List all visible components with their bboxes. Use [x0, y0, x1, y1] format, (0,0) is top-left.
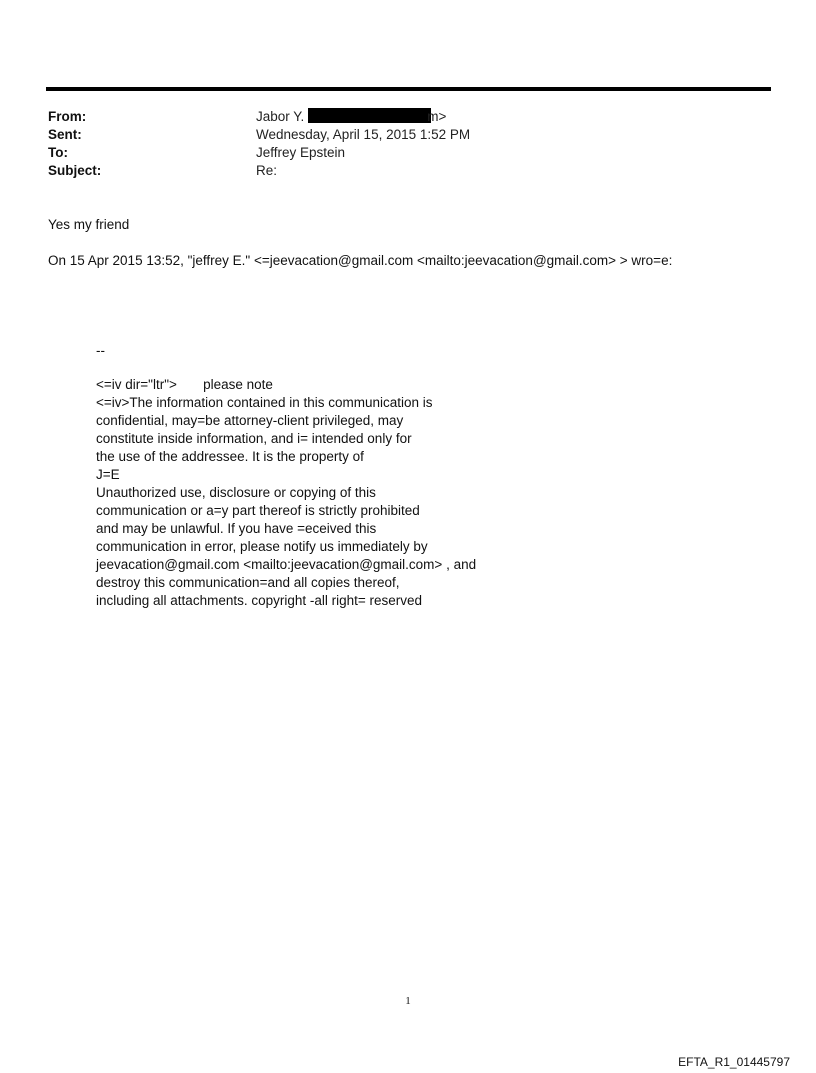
subject-label: Subject: — [48, 163, 102, 178]
signature-line: destroy this communication=and all copies thereof, — [96, 575, 400, 590]
signature-line: and may be unlawful. If you have =eceived this — [96, 521, 377, 536]
signature-separator: -- — [96, 343, 105, 358]
signature-line: Unauthorized use, disclosure or copying of this — [96, 485, 376, 500]
signature-line: communication in error, please notify us immediately by — [96, 539, 428, 554]
from-label: From: — [48, 109, 87, 124]
to-value: Jeffrey Epstein — [256, 145, 346, 160]
sent-label: Sent: — [48, 127, 82, 142]
header-divider — [46, 87, 771, 91]
signature-line: including all attachments. copyright -all right= reserved — [96, 593, 423, 608]
signature-line: communication or a=y part thereof is strictly prohibited — [96, 503, 420, 518]
signature-block — [96, 376, 476, 610]
subject-value: Re: — [256, 163, 278, 178]
signature-line: <=iv>The information contained in this communication is — [96, 395, 433, 410]
signature-line: confidential, may=be attorney-client privileged, may — [96, 413, 404, 428]
from-value — [256, 108, 446, 126]
from-name: Jabor Y. — [256, 109, 305, 124]
sent-value: Wednesday, April 15, 2015 1:52 PM — [256, 127, 471, 142]
redaction-box — [308, 108, 431, 123]
signature-line: jeevacation@gmail.com <mailto:jeevacation@gmail.com> , and — [96, 557, 477, 572]
page-number: 1 — [405, 995, 411, 1007]
signature-line: the use of the addressee. It is the property of — [96, 449, 364, 464]
bates-number: EFTA_R1_01445797 — [678, 1055, 790, 1069]
signature-line: constitute inside information, and i= intended only for — [96, 431, 412, 446]
to-label: To: — [48, 145, 68, 160]
signature-line: J=E — [96, 467, 120, 482]
reply-text: Yes my friend — [48, 217, 130, 232]
signature-line: <=iv dir="ltr"> please note — [96, 377, 273, 392]
from-suffix: m> — [427, 109, 447, 124]
quote-intro: On 15 Apr 2015 13:52, "jeffrey E." <=jeevacation@gmail.com <mailto:jeevacation@gmail.com> > wro=e: — [48, 253, 673, 268]
